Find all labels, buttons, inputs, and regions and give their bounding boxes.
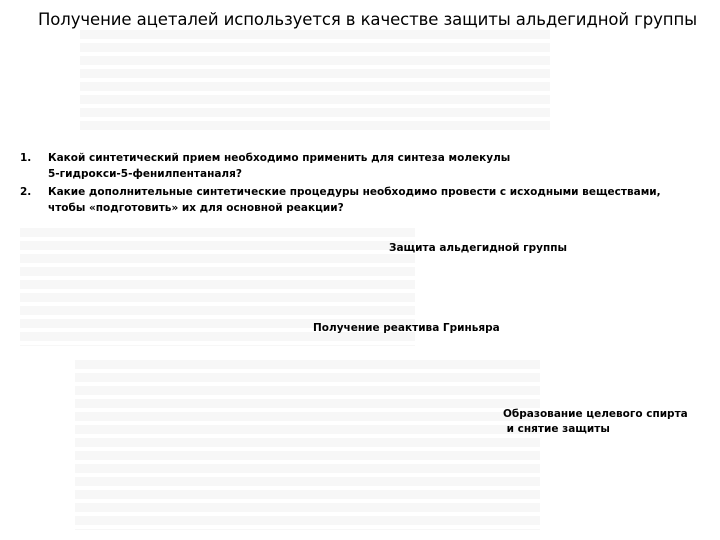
faded-scheme-bottom [75,360,540,530]
question-list [20,150,680,218]
step-label-grignard: Получение реактива Гриньяра [313,322,500,334]
slide-title: Получение ацеталей используется в качестве защиты альдегидной группы [38,10,698,29]
step-label-final [503,407,688,437]
step-label-protection: Защита альдегидной группы [389,242,568,254]
question-item-2 [20,184,680,216]
question-line: Какой синтетический прием необходимо применить для синтеза молекулы [48,152,511,164]
question-number: 1. [20,152,32,164]
step-label-line: и снятие защиты [503,423,610,435]
question-item-1 [20,150,680,182]
question-line: Какие дополнительные синтетические процедуры необходимо провести с исходными веществами, [48,186,661,198]
faded-scheme-top [80,30,550,132]
question-line: чтобы «подготовить» их для основной реакции? [48,202,344,214]
step-label-line: Образование целевого спирта [503,408,688,420]
question-text [48,150,680,182]
question-number: 2. [20,186,32,198]
question-text [48,184,680,216]
question-line: 5-гидрокси-5-фенилпентаналя? [48,168,242,180]
